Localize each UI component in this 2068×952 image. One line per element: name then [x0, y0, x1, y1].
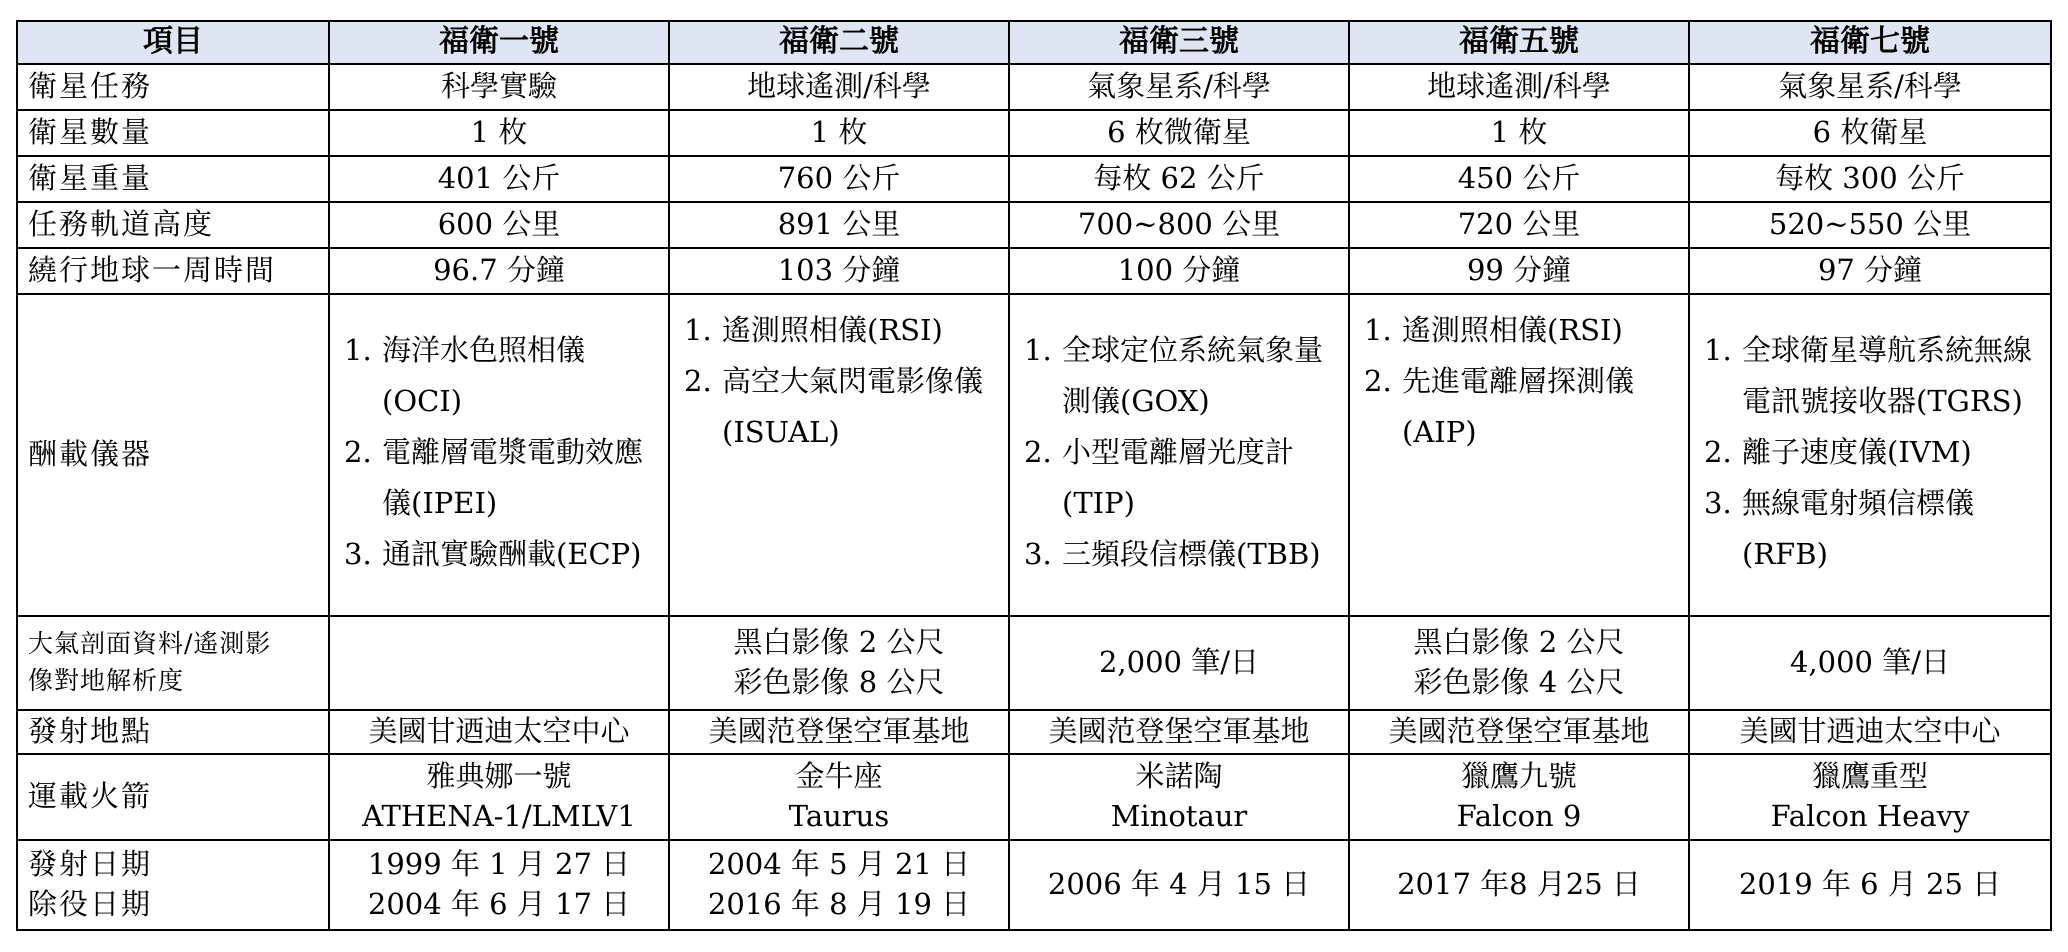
cell-line: Taurus: [788, 798, 890, 833]
row-count: [17, 110, 2051, 156]
cell-line: 彩色影像 8 公尺: [733, 664, 945, 699]
cell: 6 枚微衛星: [1009, 110, 1349, 156]
instrument-item: [1696, 478, 2044, 580]
instrument-item: [336, 325, 662, 427]
instrument-text: 先進電離層探測儀(AIP): [1402, 363, 1635, 449]
row-label: 發射地點: [17, 710, 329, 754]
row-label: 衛星數量: [17, 110, 329, 156]
header-formosat-7: 福衛七號: [1689, 21, 2051, 64]
item-number: 3.: [344, 537, 372, 571]
instrument-text: 三頻段信標儀(TBB): [1062, 537, 1321, 571]
header-formosat-2: 福衛二號: [669, 21, 1009, 64]
row-label: [17, 616, 329, 710]
item-number: 2.: [1024, 435, 1052, 469]
cell: 97 分鐘: [1689, 248, 2051, 294]
cell: 891 公里: [669, 202, 1009, 248]
cell-line: 米諾陶: [1135, 759, 1223, 794]
instrument-item: [1356, 305, 1682, 356]
item-number: 1.: [684, 312, 712, 347]
item-number: 2.: [684, 363, 712, 398]
cell: 地球遙測/科學: [669, 64, 1009, 110]
cell-line: Falcon Heavy: [1770, 798, 1970, 833]
cell: 1 枚: [1349, 110, 1689, 156]
instrument-text: 海洋水色照相儀(OCI): [382, 333, 586, 418]
instrument-item: [1016, 529, 1342, 580]
header-item: 項目: [17, 21, 329, 64]
row-label: 衛星重量: [17, 156, 329, 202]
payload-cell: [1689, 294, 2051, 616]
cell: [1009, 754, 1349, 840]
row-label: 酬載儀器: [17, 294, 329, 616]
cell: 美國甘迺迪太空中心: [329, 710, 669, 754]
instrument-item: [676, 356, 1002, 458]
cell: [669, 616, 1009, 710]
cell: 氣象星系/科學: [1689, 64, 2051, 110]
instrument-text: 全球衛星導航系統無線電訊號接收器(TGRS): [1742, 333, 2033, 418]
label-line: 發射日期: [28, 847, 153, 882]
instrument-text: 高空大氣閃電影像儀(ISUAL): [722, 363, 984, 449]
cell: 99 分鐘: [1349, 248, 1689, 294]
instrument-text: 小型電離層光度計(TIP): [1062, 435, 1295, 520]
header-row: [17, 21, 2051, 64]
cell-line: 金牛座: [795, 759, 883, 794]
row-payload: [17, 294, 2051, 616]
cell: 每枚 300 公斤: [1689, 156, 2051, 202]
instrument-list: [1696, 315, 2044, 594]
item-number: 2.: [1704, 435, 1732, 469]
cell: 科學實驗: [329, 64, 669, 110]
cell: 100 分鐘: [1009, 248, 1349, 294]
instrument-item: [1356, 356, 1682, 458]
row-period: [17, 248, 2051, 294]
cell-line: 2016 年 8 月 19 日: [707, 886, 971, 921]
row-dates: [17, 840, 2051, 930]
row-altitude: [17, 202, 2051, 248]
cell: 4,000 筆/日: [1689, 616, 2051, 710]
payload-cell: [669, 294, 1009, 616]
instrument-item: [1696, 427, 2044, 478]
cell-line: 雅典娜一號: [426, 759, 572, 794]
payload-cell: [1009, 294, 1349, 616]
label-line: 除役日期: [28, 886, 153, 921]
row-launch-site: [17, 710, 2051, 754]
cell: 520~550 公里: [1689, 202, 2051, 248]
instrument-text: 離子速度儀(IVM): [1742, 435, 1972, 469]
cell: 401 公斤: [329, 156, 669, 202]
cell: 2006 年 4 月 15 日: [1009, 840, 1349, 930]
cell-empty: [329, 616, 669, 710]
cell-line: 黑白影像 2 公尺: [1413, 625, 1625, 660]
cell: 氣象星系/科學: [1009, 64, 1349, 110]
header-formosat-1: 福衛一號: [329, 21, 669, 64]
label-line: 大氣剖面資料/遙測影: [28, 629, 272, 659]
header-formosat-3: 福衛三號: [1009, 21, 1349, 64]
instrument-text: 電離層電漿電動效應儀(IPEI): [382, 435, 644, 520]
cell: [1349, 754, 1689, 840]
cell: 美國范登堡空軍基地: [1349, 710, 1689, 754]
instrument-text: 全球定位系統氣象量測儀(GOX): [1062, 333, 1324, 418]
row-mission: [17, 64, 2051, 110]
cell: 美國甘迺迪太空中心: [1689, 710, 2051, 754]
instrument-item: [1016, 427, 1342, 529]
cell-line: 2004 年 6 月 17 日: [367, 886, 631, 921]
cell: 600 公里: [329, 202, 669, 248]
instrument-list: [1356, 295, 1682, 472]
cell: [1349, 616, 1689, 710]
payload-cell: [1349, 294, 1689, 616]
cell: 700~800 公里: [1009, 202, 1349, 248]
row-label: 衛星任務: [17, 64, 329, 110]
row-label: 任務軌道高度: [17, 202, 329, 248]
cell: 103 分鐘: [669, 248, 1009, 294]
row-rocket: [17, 754, 2051, 840]
item-number: 2.: [1364, 363, 1392, 398]
cell: 96.7 分鐘: [329, 248, 669, 294]
row-label: [17, 840, 329, 930]
cell-line: 1999 年 1 月 27 日: [367, 847, 631, 882]
satellite-comparison-table: [16, 20, 2052, 931]
item-number: 1.: [1704, 333, 1732, 367]
instrument-text: 遙測照相儀(RSI): [722, 312, 943, 347]
cell: 6 枚衛星: [1689, 110, 2051, 156]
instrument-text: 通訊實驗酬載(ECP): [382, 537, 642, 571]
cell: 2017 年8 月25 日: [1349, 840, 1689, 930]
cell: 1 枚: [669, 110, 1009, 156]
item-number: 2.: [344, 435, 372, 469]
instrument-list: [676, 295, 1002, 472]
item-number: 3.: [1704, 486, 1732, 520]
instrument-item: [336, 427, 662, 529]
cell: 1 枚: [329, 110, 669, 156]
cell-line: 2004 年 5 月 21 日: [707, 847, 971, 882]
cell: [669, 840, 1009, 930]
cell: [669, 754, 1009, 840]
label-line: 像對地解析度: [28, 665, 185, 695]
cell-line: 獵鷹重型: [1811, 759, 1928, 794]
item-number: 1.: [344, 333, 372, 367]
instrument-item: [336, 529, 662, 580]
instrument-item: [1016, 325, 1342, 427]
cell-line: 彩色影像 4 公尺: [1413, 664, 1625, 699]
cell: 450 公斤: [1349, 156, 1689, 202]
cell: 760 公斤: [669, 156, 1009, 202]
cell: 2019 年 6 月 25 日: [1689, 840, 2051, 930]
instrument-text: 遙測照相儀(RSI): [1402, 312, 1623, 347]
instrument-item: [676, 305, 1002, 356]
cell: 美國范登堡空軍基地: [669, 710, 1009, 754]
row-label: 運載火箭: [17, 754, 329, 840]
cell: 2,000 筆/日: [1009, 616, 1349, 710]
row-resolution: [17, 616, 2051, 710]
item-number: 3.: [1024, 537, 1052, 571]
cell-line: ATHENA-1/LMLV1: [362, 798, 636, 833]
cell: [329, 840, 669, 930]
cell: 地球遙測/科學: [1349, 64, 1689, 110]
header-formosat-5: 福衛五號: [1349, 21, 1689, 64]
item-number: 1.: [1364, 312, 1392, 347]
instrument-list: [1016, 315, 1342, 594]
cell: 每枚 62 公斤: [1009, 156, 1349, 202]
cell: 720 公里: [1349, 202, 1689, 248]
cell-line: Minotaur: [1110, 798, 1248, 833]
cell-line: Falcon 9: [1456, 798, 1582, 833]
cell-line: 獵鷹九號: [1460, 759, 1577, 794]
row-weight: [17, 156, 2051, 202]
item-number: 1.: [1024, 333, 1052, 367]
instrument-list: [336, 315, 662, 594]
row-label: 繞行地球一周時間: [17, 248, 329, 294]
instrument-item: [1696, 325, 2044, 427]
cell: [329, 754, 669, 840]
payload-cell: [329, 294, 669, 616]
cell: 美國范登堡空軍基地: [1009, 710, 1349, 754]
cell-line: 黑白影像 2 公尺: [733, 625, 945, 660]
instrument-text: 無線電射頻信標儀(RFB): [1742, 486, 1975, 571]
cell: [1689, 754, 2051, 840]
